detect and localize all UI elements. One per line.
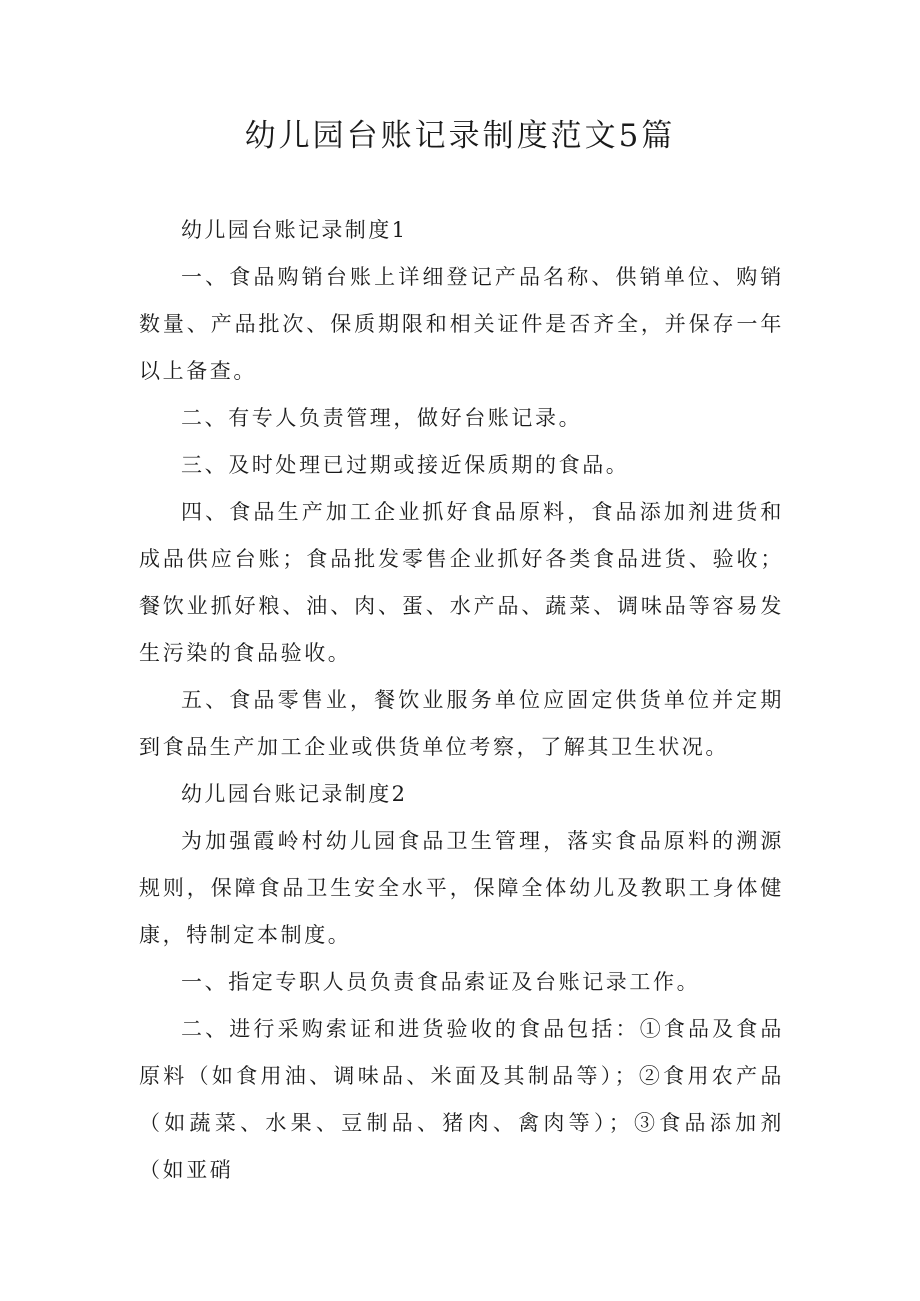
- paragraph: 五、食品零售业，餐饮业服务单位应固定供货单位并定期到食品生产加工企业或供货单位考察，了解其卫生状况。: [139, 688, 784, 759]
- paragraph: 二、进行采购索证和进货验收的食品包括：①食品及食品原料（如食用油、调味品、米面及其制品等）；②食用农产品（如蔬菜、水果、豆制品、猪肉、禽肉等）；③食品添加剂（如亚硝: [139, 1017, 784, 1182]
- section-heading-1: 幼儿园台账记录制度1: [181, 218, 408, 242]
- document-body: [139, 207, 784, 1194]
- paragraph: 一、指定专职人员负责食品索证及台账记录工作。: [181, 970, 701, 994]
- document-title: 幼儿园台账记录制度范文5篇: [244, 118, 676, 154]
- paragraph: 三、及时处理已过期或接近保质期的食品。: [181, 453, 630, 477]
- paragraph: 一、食品购销台账上详细登记产品名称、供销单位、购销数量、产品批次、保质期限和相关证件是否齐全，并保存一年以上备查。: [139, 265, 784, 383]
- section-heading-2: 幼儿园台账记录制度2: [181, 782, 408, 806]
- paragraph: 为加强霞岭村幼儿园食品卫生管理，落实食品原料的溯源规则，保障食品卫生安全水平，保障全体幼儿及教职工身体健康，特制定本制度。: [139, 829, 784, 947]
- paragraph: 二、有专人负责管理，做好台账记录。: [181, 406, 583, 430]
- paragraph: 四、食品生产加工企业抓好食品原料，食品添加剂进货和成品供应台账；食品批发零售企业抓好各类食品进货、验收；餐饮业抓好粮、油、肉、蛋、水产品、蔬菜、调味品等容易发生污染的食品验收。: [139, 500, 784, 665]
